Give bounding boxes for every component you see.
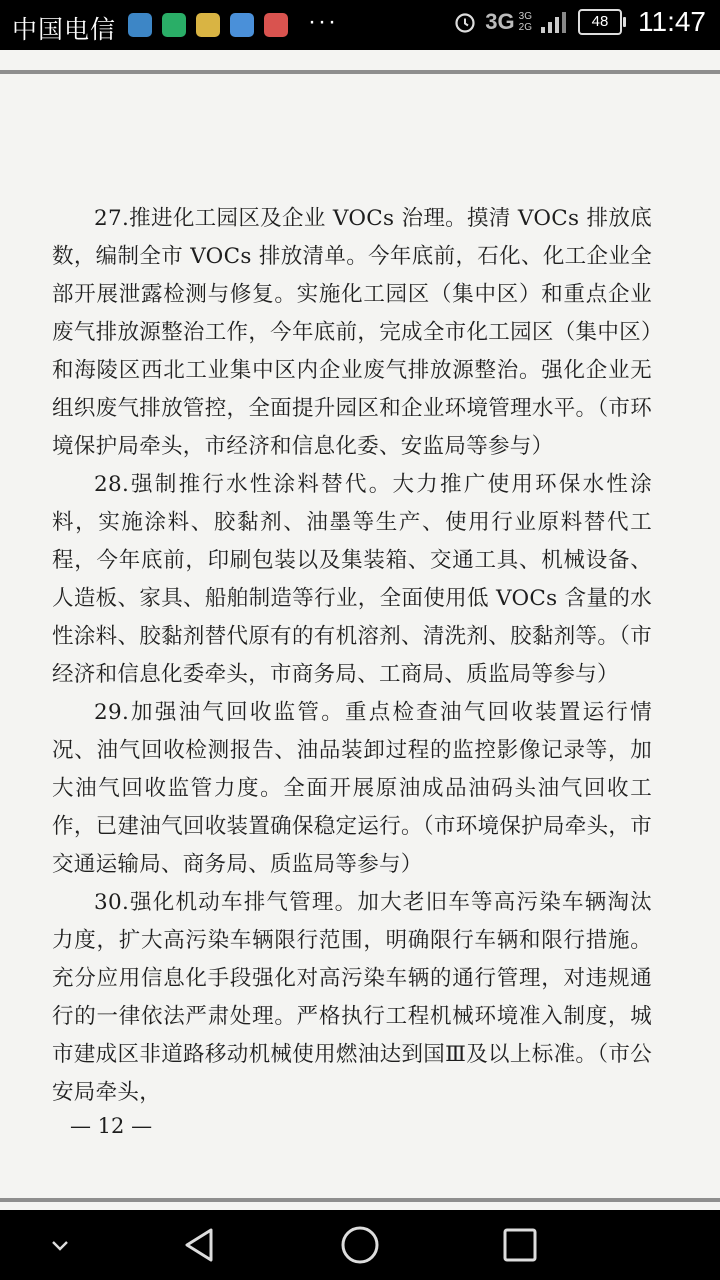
status-indicators	[453, 6, 706, 38]
document-page[interactable]	[0, 50, 720, 1210]
home-circle-icon	[339, 1224, 381, 1266]
paragraph-29: 29.加强油气回收监管。重点检查油气回收装置运行情况、油气回收检测报告、油品装卸过程的监控影像记录等，加大油气回收监管力度。全面开展原油成品油码头油气回收工作，已建油气回收装置确保稳定运行。（市环境保护局牵头，市交通运输局、商务局、质监局等参与）	[52, 700, 652, 877]
status-bar	[0, 0, 720, 50]
clock: 11:47	[638, 6, 706, 37]
battery-icon: 48	[578, 9, 622, 35]
paragraph-30: 30.强化机动车排气管理。加大老旧车等高污染车辆淘汰力度，扩大高污染车辆限行范围，明确限行车辆和限行措施。充分应用信息化手段强化对高污染车辆的通行管理，对违规通行的一律依法严肃处理。严格执行工程机械环境准入制度，城市建成区非道路移动机械使用燃油达到国Ⅲ及以上标准。（市公安局牵头，	[52, 890, 652, 1105]
wechat-app-icon	[162, 13, 186, 37]
paragraph-27: 27.推进化工园区及企业 VOCs 治理。摸清 VOCs 排放底数，编制全市 VOCs 排放清单。今年底前，石化、化工企业全部开展泄露检测与修复。实施化工园区（集中区）和重点企业废气排放源整治工作，今年底前，完成全市化工园区（集中区）和海陵区西北工业集中区内企业废气排放源整治。强化企业无组织废气排放管控，全面提升园区和企业环境管理水平。（市环境保护局牵头，市经济和信息化委、安监局等参与）	[52, 206, 652, 459]
browser-app-icon	[230, 13, 254, 37]
app-icon-yellow	[196, 13, 220, 37]
app-icon-red	[264, 13, 288, 37]
network-secondary: 3G 2G	[518, 11, 532, 33]
home-button[interactable]	[337, 1222, 383, 1268]
more-notifications-icon: ···	[308, 8, 338, 35]
recents-square-icon	[501, 1226, 539, 1264]
back-triangle-icon	[179, 1225, 219, 1265]
recents-button[interactable]	[497, 1222, 543, 1268]
page-number: — 12 —	[70, 1114, 153, 1138]
document-body	[52, 200, 652, 1112]
top-divider	[0, 70, 720, 74]
carrier-name: 中国电信	[12, 16, 117, 44]
alarm-icon	[453, 10, 477, 34]
hide-keyboard-button[interactable]	[37, 1222, 83, 1268]
chevron-down-icon	[48, 1233, 72, 1257]
navigation-bar	[0, 1210, 720, 1280]
bottom-divider	[0, 1198, 720, 1202]
messaging-app-icon	[128, 13, 152, 37]
back-button[interactable]	[176, 1222, 222, 1268]
signal-icon	[540, 10, 566, 34]
network-type: 3G	[485, 9, 515, 34]
paragraph-28: 28.强制推行水性涂料替代。大力推广使用环保水性涂料，实施涂料、胶黏剂、油墨等生产、使用行业原料替代工程，今年底前，印刷包装以及集装箱、交通工具、机械设备、人造板、家具、船舶制造等行业，全面使用低 VOCs 含量的水性涂料、胶黏剂替代原有的有机溶剂、清洗剂、胶黏剂等。（市经济和信息化委牵头，市商务局、工商局、质监局等参与）	[52, 472, 652, 687]
notification-app-icons	[128, 13, 288, 37]
